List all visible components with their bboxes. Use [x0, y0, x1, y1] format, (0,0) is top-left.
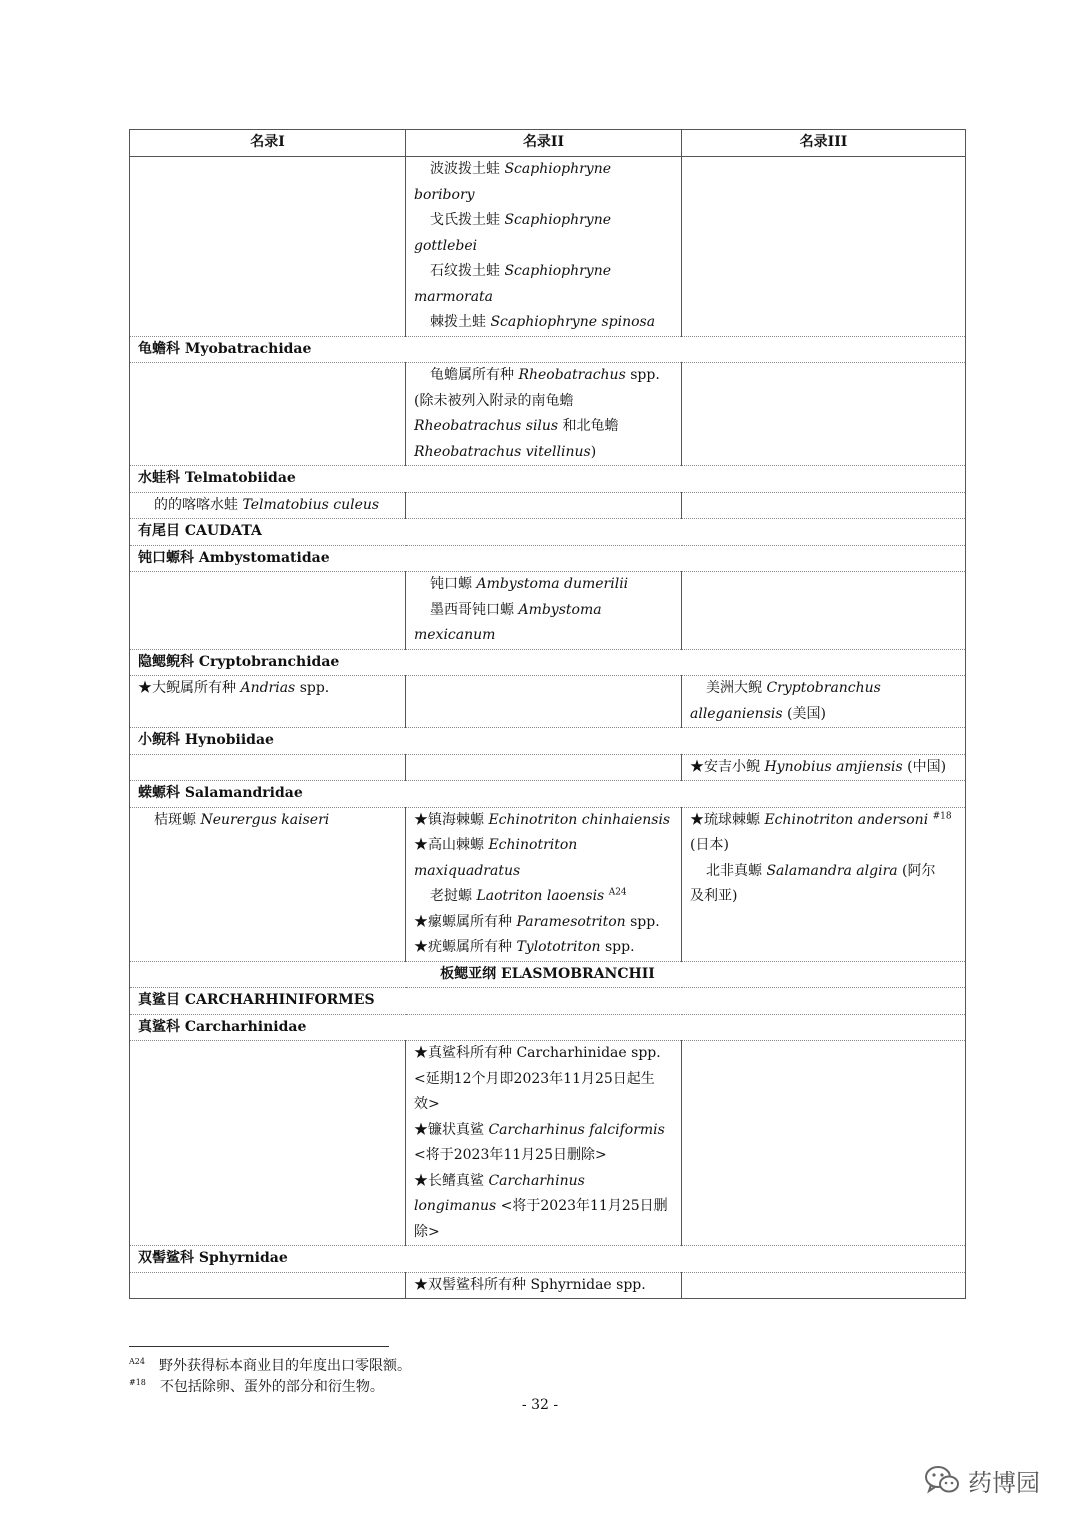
species-line: ★镇海棘螈 Echinotriton chinhaiensis — [414, 811, 671, 828]
order-row — [130, 519, 966, 546]
species-line: 效> — [414, 1096, 440, 1112]
species-line: 除> — [414, 1223, 440, 1240]
species-line: ★镰状真鲨 Carcharhinus falciformis — [414, 1121, 665, 1138]
table-row — [130, 754, 966, 781]
table-row — [130, 363, 966, 466]
header-row — [130, 130, 966, 157]
species-line: ★真鲨科所有种 Carcharhinidae spp. — [414, 1045, 661, 1061]
cell-appendix-1 — [130, 676, 406, 728]
species-line: maxiquadratus — [414, 862, 521, 879]
footnote — [129, 1356, 411, 1377]
species-line: 戈氏拨土蛙 Scaphiophryne — [430, 212, 611, 228]
species-line: ★疣螈属所有种 Tylototriton spp. — [414, 939, 635, 955]
cell-appendix-2 — [406, 807, 682, 961]
cell-appendix-1 — [130, 572, 406, 650]
cell-appendix-3 — [682, 492, 966, 519]
species-line: <将于2023年11月25日删除> — [414, 1147, 607, 1163]
species-line: ★高山棘螈 Echinotriton — [414, 837, 578, 853]
species-line: 美洲大鲵 Cryptobranchus — [706, 680, 881, 696]
family-row — [130, 545, 966, 572]
subclass-heading: 板鳃亚纲 ELASMOBRANCHII — [130, 961, 966, 988]
species-line: ★安吉小鲵 Hynobius amjiensis (中国) — [690, 758, 947, 775]
species-line: longimanus <将于2023年11月25日删 — [414, 1198, 668, 1214]
family-row — [130, 728, 966, 755]
cell-appendix-3 — [682, 572, 966, 650]
species-line: ★瘰螈属所有种 Paramesotriton spp. — [414, 913, 660, 930]
watermark-text: 药博园 — [968, 1468, 1040, 1497]
species-line: (日本) — [690, 837, 729, 853]
family-heading: 隐鳃鲵科 Cryptobranchidae — [130, 649, 966, 676]
cell-appendix-2 — [406, 363, 682, 466]
footnote — [129, 1377, 411, 1398]
species-line: 北非真螈 Salamandra algira (阿尔 — [706, 862, 936, 879]
page-number: - 32 - — [521, 1397, 559, 1413]
table-row — [130, 676, 966, 728]
order-heading: 真鲨目 CARCHARHINIFORMES — [130, 988, 966, 1015]
footnote-text: 野外获得标本商业目的年度出口零限额。 — [158, 1358, 411, 1374]
table-row — [130, 492, 966, 519]
order-row — [130, 988, 966, 1015]
family-heading: 钝口螈科 Ambystomatidae — [130, 545, 966, 572]
cell-appendix-1 — [130, 492, 406, 519]
cell-appendix-3 — [682, 157, 966, 337]
cell-appendix-3 — [682, 676, 966, 728]
appendix-table — [129, 129, 966, 1299]
family-heading: 蝾螈科 Salamandridae — [130, 781, 966, 808]
species-line: boribory — [414, 186, 475, 203]
species-line: 老挝螈 Laotriton laoensis $^{A24}$ — [430, 887, 627, 904]
species-line: 棘拨土蛙 Scaphiophryne spinosa — [430, 314, 656, 330]
species-line: 石纹拨土蛙 Scaphiophryne — [430, 263, 611, 279]
cell-appendix-1 — [130, 754, 406, 781]
wechat-icon — [924, 1465, 960, 1495]
family-heading: 小鲵科 Hynobiidae — [130, 728, 966, 755]
cell-appendix-2 — [406, 157, 682, 337]
species-line: ★长鳍真鲨 Carcharhinus — [414, 1172, 585, 1189]
cell-appendix-3 — [682, 1041, 966, 1246]
footnote-mark: A24 — [129, 1357, 145, 1367]
cell-appendix-2 — [406, 754, 682, 781]
footnote-divider — [129, 1346, 389, 1347]
species-line: 波波拨土蛙 Scaphiophryne — [430, 161, 611, 177]
species-line: alleganiensis (美国) — [690, 705, 826, 722]
cell-appendix-2 — [406, 572, 682, 650]
family-row — [130, 1246, 966, 1273]
species-line: Rheobatrachus silus 和北龟蟾 — [414, 418, 619, 434]
cell-appendix-1 — [130, 807, 406, 961]
header-appendix-3: 名录III — [682, 130, 966, 157]
species-line: marmorata — [414, 288, 494, 305]
family-heading: 龟蟾科 Myobatrachidae — [130, 336, 966, 363]
cell-appendix-2 — [406, 1272, 682, 1299]
family-row — [130, 781, 966, 808]
species-line: 钝口螈 Ambystoma dumerilii — [430, 576, 629, 592]
subclass-row — [130, 961, 966, 988]
family-row — [130, 336, 966, 363]
cell-appendix-3 — [682, 363, 966, 466]
cell-appendix-2 — [406, 1041, 682, 1246]
cell-appendix-2 — [406, 676, 682, 728]
species-line: Rheobatrachus vitellinus) — [414, 443, 597, 460]
footnote-text: 不包括除卵、蛋外的部分和衍生物。 — [159, 1379, 384, 1395]
family-row — [130, 466, 966, 493]
cell-appendix-3 — [682, 1272, 966, 1299]
cell-appendix-3 — [682, 754, 966, 781]
species-line: 墨西哥钝口螈 Ambystoma — [430, 601, 602, 618]
order-heading: 有尾目 CAUDATA — [130, 519, 966, 546]
species-line: 龟蟾属所有种 Rheobatrachus spp. — [430, 367, 660, 383]
family-heading: 真鲨科 Carcharhinidae — [130, 1014, 966, 1041]
watermark — [924, 1458, 1040, 1502]
table-row — [130, 1041, 966, 1246]
species-line: 的的喀喀水蛙 Telmatobius culeus — [154, 496, 380, 513]
cell-appendix-1 — [130, 157, 406, 337]
footnote-mark: #18 — [129, 1378, 146, 1388]
species-line: ★大鲵属所有种 Andrias spp. — [138, 680, 330, 696]
family-row — [130, 1014, 966, 1041]
species-line: ★琉球棘螈 Echinotriton andersoni $^{\#18}$ — [690, 810, 952, 828]
cell-appendix-1 — [130, 1041, 406, 1246]
table-row — [130, 572, 966, 650]
table-row — [130, 157, 966, 337]
species-line: mexicanum — [414, 627, 496, 643]
cell-appendix-1 — [130, 1272, 406, 1299]
species-line: 及利亚) — [690, 888, 738, 904]
family-heading: 水蛙科 Telmatobiidae — [130, 466, 966, 493]
species-line: gottlebei — [414, 237, 478, 254]
cell-appendix-1 — [130, 363, 406, 466]
cell-appendix-3 — [682, 807, 966, 961]
header-appendix-1: 名录I — [130, 130, 406, 157]
family-row — [130, 649, 966, 676]
footnote-ref: #18 — [932, 810, 952, 821]
species-line: (除未被列入附录的南龟蟾 — [414, 392, 574, 409]
table-row — [130, 807, 966, 961]
header-appendix-2: 名录II — [406, 130, 682, 157]
cell-appendix-2 — [406, 492, 682, 519]
family-heading: 双髻鲨科 Sphyrnidae — [130, 1246, 966, 1273]
species-line: 桔斑螈 Neurergus kaiseri — [154, 811, 330, 828]
footnote-ref: A24 — [608, 887, 627, 898]
species-line: <延期12个月即2023年11月25日起生 — [414, 1070, 655, 1087]
table-row — [130, 1272, 966, 1299]
species-line: ★双髻鲨科所有种 Sphyrnidae spp. — [414, 1276, 646, 1293]
footnotes — [129, 1356, 411, 1398]
